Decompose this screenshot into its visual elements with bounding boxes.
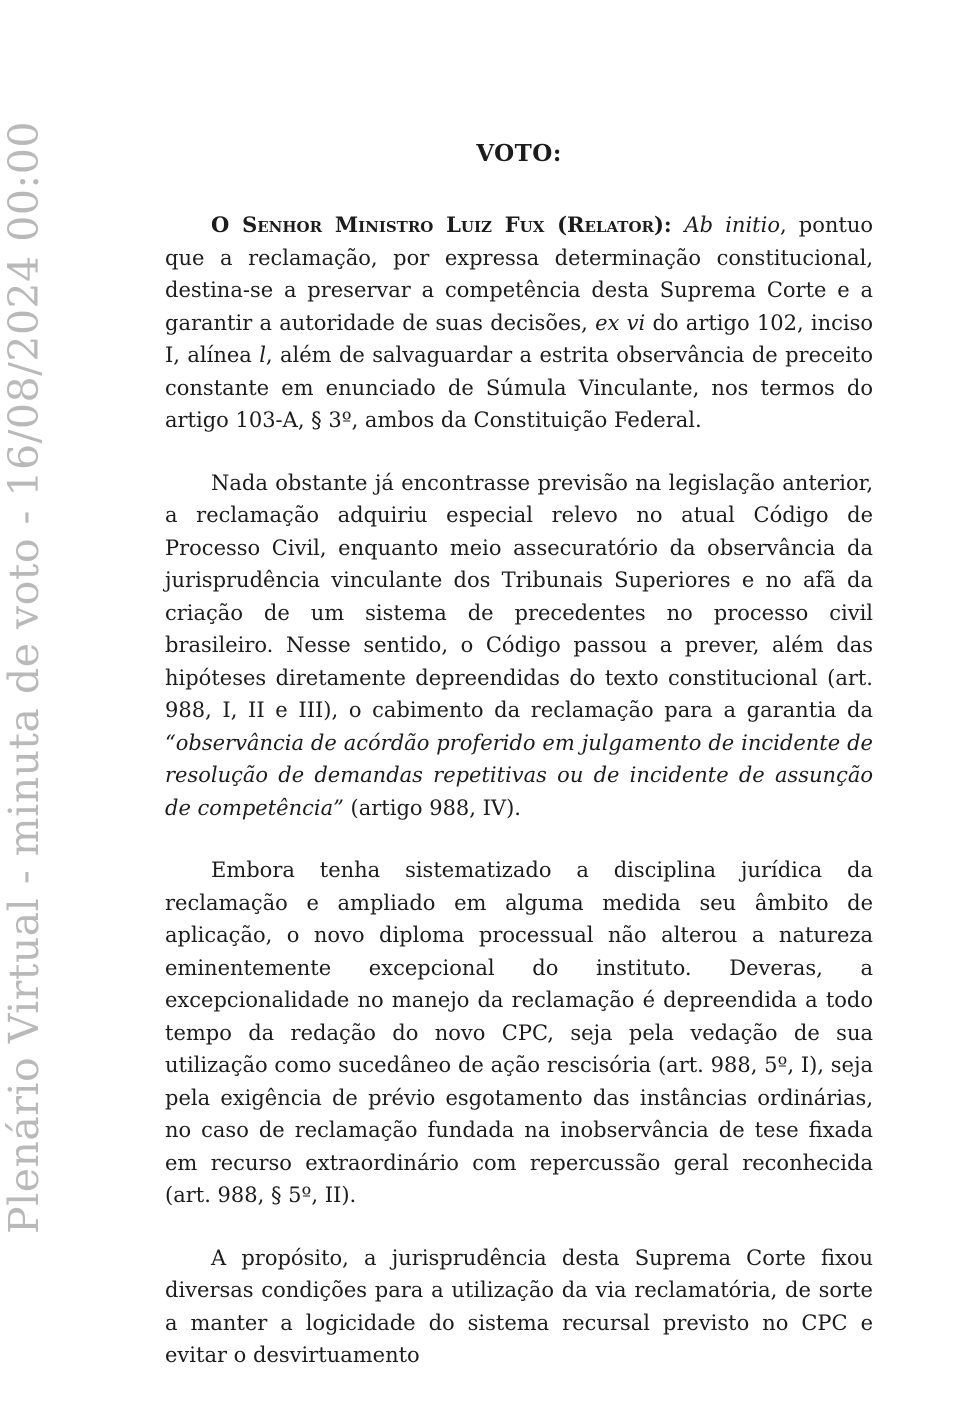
text-segment: A propósito, a jurisprudência desta Suprema Corte fixou diversas condições para a utilização da via reclamatória, de sorte a manter a logicidade do sistema recursal previsto no CPC e evitar o desvirtuamento <box>165 1245 873 1367</box>
paragraph <box>165 209 873 437</box>
document-title: VOTO: <box>476 140 562 167</box>
text-segment: Ab initio <box>684 213 780 237</box>
watermark-plenario-virtual: Plenário Virtual - minuta de voto - 16/08/2024 00:00 <box>0 121 48 1234</box>
text-segment: ex vi <box>595 310 646 335</box>
text-segment: (artigo 988, IV). <box>343 795 521 820</box>
text-segment: , pontuo que a reclamação, por expressa determinação constitucional, destina-se a preservar a competência desta Suprema Corte e a garantir a autoridade de suas decisões, <box>165 213 873 335</box>
document-body <box>165 209 873 1372</box>
text-segment: l <box>259 343 266 367</box>
text-segment: , além de salvaguardar a estrita observância de preceito constante em enunciado de Súmula Vinculante, nos termos do artigo 103-A, § 3º, ambos da Constituição Federal. <box>165 343 873 432</box>
text-segment: do artigo 102, inciso I, alínea <box>165 310 874 367</box>
text-segment: Nada obstante já encontrasse previsão na legislação anterior, a reclamação adquiriu especial relevo no atual Código de Processo Civil, enquanto meio assecuratório da observância da jurisprudência vinculante dos Tribunais Superiores e no afã da criação de um sistema de precedentes no processo civil brasileiro. Nesse sentido, o Código passou a prever, além das hipóteses diretamente depreendidas do texto constitucional (art. 988, I, II e III), o cabimento da reclamação para a garantia da <box>165 470 873 722</box>
paragraph <box>165 467 873 825</box>
text-segment: Embora tenha sistematizado a disciplina jurídica da reclamação e ampliado em alguma medida seu âmbito de aplicação, o novo diploma processual não alterou a natureza eminentemente excepcional do instituto. Deveras, a excepcionalidade no manejo da reclamação é depreendida a todo tempo da redação do novo CPC, seja pela vedação de sua utilização como sucedâneo de ação rescisória (art. 988, 5º, I), seja pela exigência de prévio esgotamento das instâncias ordinárias, no caso de reclamação fundada na inobservância de tese fixada em recurso extraordinário com repercussão geral reconhecida (art. 988, § 5º, II). <box>165 858 873 1207</box>
text-segment: “observância de acórdão proferido em julgamento de incidente de resolução de demandas repetitivas ou de incidente de assunção de competência” <box>165 730 873 820</box>
paragraph <box>165 1242 873 1372</box>
text-segment: O Senhor Ministro Luiz Fux (Relator): <box>211 212 685 237</box>
document-content <box>165 140 873 1402</box>
paragraph <box>165 854 873 1212</box>
